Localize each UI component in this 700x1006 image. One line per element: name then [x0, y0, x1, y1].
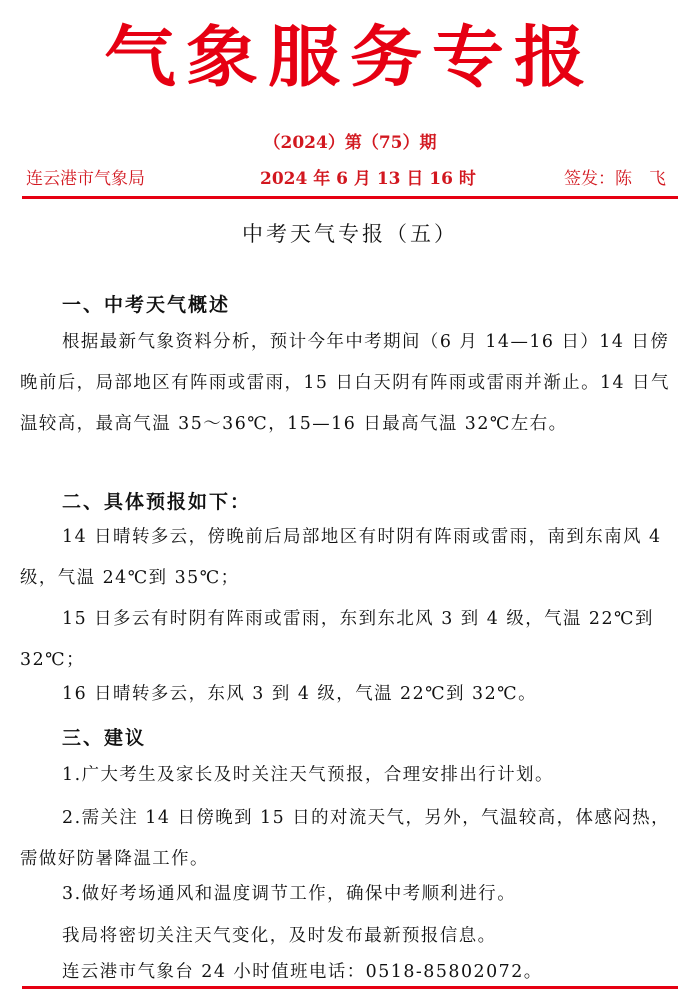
forecast-day-14-text: 14 日晴转多云，傍晚前后局部地区有时阴有阵雨或雷雨，南到东南风 4 级，气温 24℃到 35℃；: [20, 527, 662, 588]
issue-number: （2024）第（75）期: [263, 133, 437, 153]
header-divider: [22, 196, 678, 199]
forecast-day-15-text: 15 日多云有时阴有阵雨或雷雨，东到东北风 3 到 4 级，气温 22℃到 32℃；: [20, 609, 654, 670]
header-meta: [26, 164, 666, 188]
section-heading-overview: 一、中考天气概述: [62, 294, 231, 316]
advice-item-2-text: 2.需关注 14 日傍晚到 15 日的对流天气，另外，气温较高，体感闷热，需做好防暑降温工作。: [20, 808, 671, 869]
section-heading-advice: 三、建议: [62, 727, 147, 749]
hotline: 连云港市气象台 24 小时值班电话：0518-85802072。: [62, 962, 543, 982]
advice-item-3-text: 3.做好考场通风和温度调节工作，确保中考顺利进行。: [62, 884, 517, 904]
advice-item-2: [20, 798, 680, 880]
closing-statement: 我局将密切关注天气变化，及时发布最新预报信息。: [62, 926, 497, 946]
footer-divider: [22, 986, 678, 989]
forecast-day-15: [20, 599, 680, 681]
signer: 签发：陈 飞: [564, 169, 666, 189]
issuing-organization: 连云港市气象局: [26, 169, 145, 189]
advice-item-1: [20, 755, 680, 796]
forecast-day-16: [20, 674, 680, 715]
masthead-title: 气象服务专报: [103, 18, 596, 96]
document-title: 中考天气专报（五）: [242, 222, 458, 246]
advice-item-3: [20, 874, 680, 915]
section-heading-forecast: 二、具体预报如下：: [62, 491, 252, 513]
advice-item-1-text: 1.广大考生及家长及时关注天气预报，合理安排出行计划。: [62, 765, 554, 785]
forecast-day-16-text: 16 日晴转多云，东风 3 到 4 级，气温 22℃到 32℃。: [62, 684, 537, 704]
forecast-day-14: [20, 517, 680, 599]
overview-text: 根据最新气象资料分析，预计今年中考期间（6 月 14—16 日）14 日傍晚前后，局部地区有阵雨或雷雨，15 日白天阴有阵雨或雷雨并渐止。14 日气温较高，最高气温 35～36℃，15—16 日最高气温 32℃左右。: [20, 332, 670, 434]
overview-paragraph: [20, 322, 680, 445]
issue-date: 2024 年 6 月 13 日 16 时: [260, 169, 476, 189]
